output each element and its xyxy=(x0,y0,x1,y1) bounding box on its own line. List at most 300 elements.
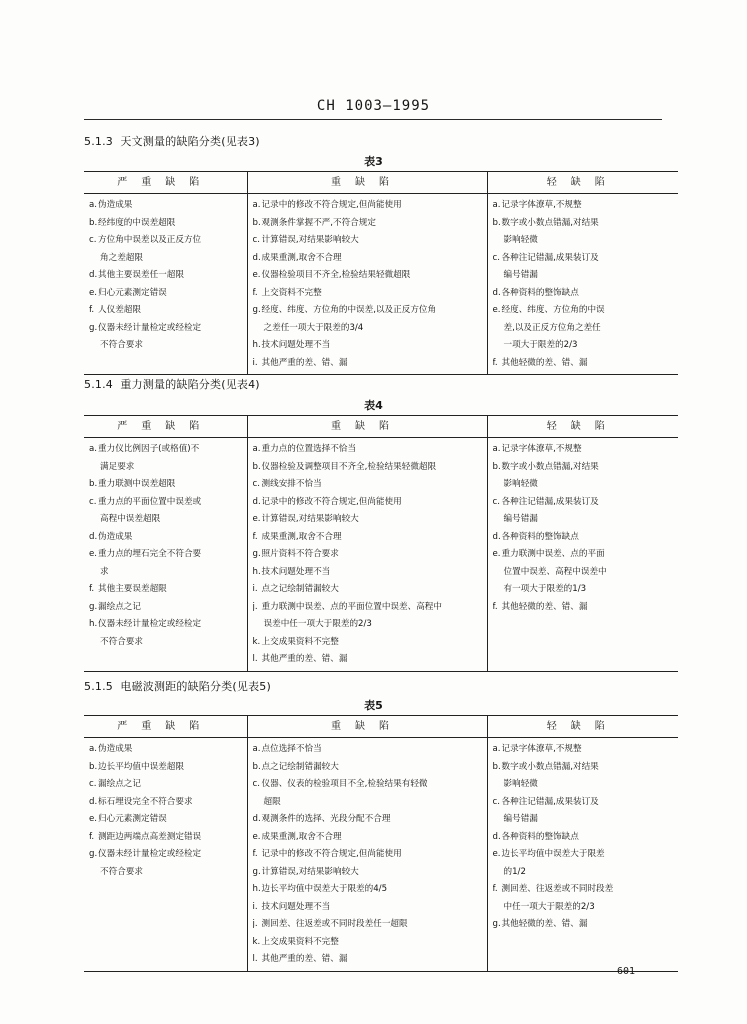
item-text: 计算错误,对结果影响较大 xyxy=(261,235,359,245)
item-label: g. xyxy=(492,919,501,929)
item-text: 重力联测中误差、点的平面位置中误差、高程中 xyxy=(261,601,442,612)
defect-item xyxy=(253,899,483,917)
item-text: 编号错漏 xyxy=(503,270,538,280)
defect-item xyxy=(493,776,675,794)
item-label: b. xyxy=(89,479,98,489)
item-text: 测回差、往返差或不同时段差 xyxy=(501,884,614,894)
item-label: g. xyxy=(252,549,261,559)
item-text: 超限 xyxy=(263,796,281,807)
item-text: 差,以及正反方位角之差任 xyxy=(503,322,601,333)
defect-item xyxy=(253,250,483,268)
item-text: 照片资料不符合要求 xyxy=(261,549,339,559)
defect-item xyxy=(493,285,675,303)
item-label: e. xyxy=(492,849,501,859)
item-label: f. xyxy=(89,305,95,315)
defect-item xyxy=(89,494,243,512)
header-rule xyxy=(84,119,662,120)
item-text: 其他轻微的差、错、漏 xyxy=(501,601,588,612)
item-text: 记录中的修改不符合规定,但尚能使用 xyxy=(261,849,402,859)
table-header-row xyxy=(84,416,678,438)
defect-item xyxy=(493,811,675,829)
item-text: 技术问题处理不当 xyxy=(261,901,331,912)
item-label: h. xyxy=(252,340,261,350)
defect-item xyxy=(253,634,483,652)
defect-item xyxy=(253,616,483,634)
item-label: c. xyxy=(89,496,97,507)
item-label: d. xyxy=(492,531,501,542)
defect-item xyxy=(253,232,483,250)
column-header-minor: 轻缺陷 xyxy=(487,416,678,438)
minor-defects-cell xyxy=(487,438,678,672)
column-header-critical: 严重缺陷 xyxy=(84,172,247,194)
item-text: 各种资料的整饰缺点 xyxy=(501,831,579,842)
table-title: 表5 xyxy=(364,699,383,712)
item-text: 经度、纬度、方位角的中误 xyxy=(501,305,605,315)
item-text: 重力仪比例因子(或格值)不 xyxy=(98,444,200,454)
defect-item xyxy=(253,846,483,864)
item-text: 其他主要误差超限 xyxy=(98,584,167,594)
defect-item xyxy=(493,267,675,285)
item-label: f. xyxy=(252,849,258,859)
defect-item xyxy=(253,320,483,338)
defect-item xyxy=(89,285,243,303)
defect-item xyxy=(493,881,675,899)
item-text: 之差任一项大于限差的3/4 xyxy=(263,322,364,333)
defect-item xyxy=(253,794,483,812)
item-label: a. xyxy=(89,444,97,454)
item-text: 伪造成果 xyxy=(98,744,133,754)
defect-item xyxy=(493,599,675,617)
item-label: d. xyxy=(89,270,98,280)
defect-item xyxy=(493,829,675,847)
item-text: 测回差、往返差或不同时段差任一超限 xyxy=(261,919,408,929)
item-text: 其他严重的差、错、漏 xyxy=(261,357,348,368)
item-text: 上交成果资料不完整 xyxy=(261,636,339,647)
defect-item xyxy=(89,776,243,794)
section-heading xyxy=(84,376,260,392)
item-label: d. xyxy=(492,831,501,842)
item-text: 数字或小数点错漏,对结果 xyxy=(501,461,599,472)
defect-item xyxy=(89,634,243,652)
item-text: 其他主要误差任一超限 xyxy=(98,270,184,280)
item-text: 仪器未经计量检定或经检定 xyxy=(98,619,202,629)
defect-item xyxy=(493,197,675,215)
item-text: 不符合要求 xyxy=(100,636,143,647)
item-label: b. xyxy=(492,461,501,472)
defect-item xyxy=(253,302,483,320)
defect-item xyxy=(253,215,483,233)
item-label: b. xyxy=(89,217,98,228)
defect-item xyxy=(493,899,675,917)
item-label: i. xyxy=(252,357,258,368)
item-text: 记录中的修改不符合规定,但尚能使用 xyxy=(261,200,402,210)
item-text: 仪器未经计量检定或经检定 xyxy=(98,849,202,859)
column-header-major: 重缺陷 xyxy=(247,716,487,738)
major-defects-cell xyxy=(247,194,487,375)
item-label: e. xyxy=(252,514,261,524)
item-label: k. xyxy=(252,636,261,647)
defect-item xyxy=(253,546,483,564)
item-text: 伪造成果 xyxy=(98,531,133,542)
item-label: b. xyxy=(492,761,501,772)
defect-item xyxy=(89,215,243,233)
column-header-critical: 严重缺陷 xyxy=(84,716,247,738)
item-text: 记录字体潦草,不规整 xyxy=(501,444,582,454)
item-label: g. xyxy=(252,305,261,315)
section-title: 重力测量的缺陷分类(见表4) xyxy=(120,378,260,391)
item-text: 计算错误,对结果影响较大 xyxy=(261,866,359,877)
item-text: 满足要求 xyxy=(100,461,135,472)
defect-item xyxy=(253,441,483,459)
item-label: b. xyxy=(89,761,98,772)
item-text: 仪器未经计量检定或经检定 xyxy=(98,322,202,333)
column-header-minor: 轻缺陷 xyxy=(487,172,678,194)
defect-item xyxy=(89,337,243,355)
item-label: e. xyxy=(252,270,261,280)
defect-item xyxy=(89,232,243,250)
item-text: 方位角中误差以及正反方位 xyxy=(98,235,202,245)
section-number: 5.1.5 xyxy=(84,680,113,693)
item-text: 人仪差超限 xyxy=(98,305,141,315)
defect-item xyxy=(493,232,675,250)
item-text: 边长平均值中误差大于限差的4/5 xyxy=(261,884,388,894)
defect-item xyxy=(253,951,483,969)
item-label: c. xyxy=(492,252,500,263)
item-text: 重力点的位置选择不恰当 xyxy=(261,444,357,454)
item-label: f. xyxy=(89,831,95,842)
defect-item xyxy=(253,741,483,759)
defect-item xyxy=(493,215,675,233)
defect-item xyxy=(89,794,243,812)
item-text: 其他严重的差、错、漏 xyxy=(261,654,348,664)
defect-table-gravity xyxy=(84,415,678,672)
item-text: 各种注记错漏,成果装订及 xyxy=(501,252,599,263)
item-text: 仪器检验及调整项目不齐全,检验结果轻微超限 xyxy=(261,461,437,472)
item-label: c. xyxy=(252,235,260,245)
item-text: 记录中的修改不符合规定,但尚能使用 xyxy=(261,496,402,507)
item-text: 仪器检验项目不齐全,检验结果轻微超限 xyxy=(261,270,411,280)
item-text: 编号错漏 xyxy=(503,514,538,524)
defect-item xyxy=(89,441,243,459)
item-text: 各种注记错漏,成果装订及 xyxy=(501,796,599,807)
defect-item xyxy=(253,864,483,882)
defect-item xyxy=(253,759,483,777)
column-header-major: 重缺陷 xyxy=(247,416,487,438)
item-label: i. xyxy=(252,584,258,594)
item-text: 位置中误差、高程中误差中 xyxy=(503,566,607,577)
item-label: f. xyxy=(252,287,258,298)
defect-item xyxy=(89,616,243,634)
item-text: 不符合要求 xyxy=(100,340,143,350)
item-text: 成果重测,取舍不合理 xyxy=(261,831,342,842)
table-header-row xyxy=(84,172,678,194)
defect-item xyxy=(493,302,675,320)
item-label: g. xyxy=(89,322,98,333)
defect-item xyxy=(493,741,675,759)
defect-item xyxy=(493,916,675,934)
item-label: c. xyxy=(492,796,500,807)
section-number: 5.1.3 xyxy=(84,135,113,148)
defect-item xyxy=(253,881,483,899)
major-defects-cell xyxy=(247,438,487,672)
defect-item xyxy=(493,864,675,882)
minor-defects-cell xyxy=(487,194,678,375)
column-header-minor: 轻缺陷 xyxy=(487,716,678,738)
defect-item xyxy=(493,794,675,812)
item-label: e. xyxy=(492,305,501,315)
table-body-row xyxy=(84,738,678,972)
item-text: 重力点的平面位置中误差或 xyxy=(98,496,202,507)
item-label: c. xyxy=(89,235,97,245)
item-label: b. xyxy=(492,217,501,228)
item-label: b. xyxy=(252,761,261,772)
item-text: 计算错误,对结果影响较大 xyxy=(261,514,359,524)
item-label: a. xyxy=(492,444,501,454)
defect-item xyxy=(493,529,675,547)
item-text: 高程中误差超限 xyxy=(100,514,161,524)
section-heading xyxy=(84,133,260,149)
major-defects-cell xyxy=(247,738,487,972)
defect-item xyxy=(253,197,483,215)
item-label: d. xyxy=(252,814,261,824)
table-body-row xyxy=(84,438,678,672)
item-text: 观测条件的选择、光段分配不合理 xyxy=(261,814,391,824)
item-label: g. xyxy=(89,849,98,859)
defect-item xyxy=(89,529,243,547)
item-text: 测距边两端点高差测定错误 xyxy=(98,831,202,842)
item-text: 各种资料的整饰缺点 xyxy=(501,531,579,542)
item-text: 编号错漏 xyxy=(503,814,538,824)
item-text: 数字或小数点错漏,对结果 xyxy=(501,761,599,772)
item-label: e. xyxy=(89,549,98,559)
defect-item xyxy=(89,197,243,215)
defect-item xyxy=(89,476,243,494)
defect-item xyxy=(493,511,675,529)
defect-item xyxy=(253,934,483,952)
defect-item xyxy=(253,476,483,494)
defect-item xyxy=(493,320,675,338)
item-text: 经度、纬度、方位角的中误差,以及正反方位角 xyxy=(261,305,437,315)
defect-item xyxy=(89,581,243,599)
defect-item xyxy=(253,267,483,285)
defect-item xyxy=(89,864,243,882)
item-label: e. xyxy=(89,814,98,824)
defect-table-edm xyxy=(84,715,678,972)
item-text: 数字或小数点错漏,对结果 xyxy=(501,217,599,228)
item-label: c. xyxy=(492,496,500,507)
defect-item xyxy=(493,846,675,864)
item-text: 测线安排不恰当 xyxy=(261,479,322,489)
item-text: 伪造成果 xyxy=(98,200,133,210)
defect-item xyxy=(493,476,675,494)
defect-item xyxy=(253,811,483,829)
standard-code: CH 1003—1995 xyxy=(316,98,431,114)
item-text: 重力联测中误差超限 xyxy=(98,479,176,489)
defect-item xyxy=(253,916,483,934)
item-text: 归心元素测定错误 xyxy=(98,287,167,298)
item-text: 影响轻微 xyxy=(503,779,538,789)
item-label: g. xyxy=(252,866,261,877)
defect-item xyxy=(253,459,483,477)
item-label: d. xyxy=(252,496,261,507)
item-text: 各种资料的整饰缺点 xyxy=(501,287,579,298)
item-text: 记录字体潦草,不规整 xyxy=(501,744,582,754)
item-text: 其他轻微的差、错、漏 xyxy=(501,357,588,368)
item-label: i. xyxy=(252,901,258,912)
defect-item xyxy=(493,355,675,373)
item-label: a. xyxy=(492,744,501,754)
item-label: d. xyxy=(492,287,501,298)
item-text: 的1/2 xyxy=(503,866,526,877)
item-text: 重力联测中误差、点的平面 xyxy=(501,549,605,559)
item-text: 求 xyxy=(100,566,109,577)
defect-item xyxy=(493,441,675,459)
item-label: e. xyxy=(252,831,261,842)
page-number: 601 xyxy=(617,966,636,977)
defect-item xyxy=(253,829,483,847)
defect-item xyxy=(493,546,675,564)
item-label: h. xyxy=(89,619,98,629)
item-text: 点之记绘制错漏较大 xyxy=(261,584,339,594)
defect-item xyxy=(89,846,243,864)
item-label: d. xyxy=(89,796,98,807)
item-label: a. xyxy=(89,200,97,210)
defect-item xyxy=(493,250,675,268)
defect-item xyxy=(253,285,483,303)
item-text: 重力点的埋石完全不符合要 xyxy=(98,549,202,559)
section-heading xyxy=(84,678,271,694)
defect-item xyxy=(253,355,483,373)
critical-defects-cell xyxy=(84,194,247,375)
item-text: 上交资料不完整 xyxy=(261,287,322,298)
item-label: h. xyxy=(252,884,261,894)
item-text: 成果重测,取舍不合理 xyxy=(261,252,342,263)
item-label: k. xyxy=(252,936,261,947)
defect-item xyxy=(493,759,675,777)
item-text: 影响轻微 xyxy=(503,479,538,489)
table-body-row xyxy=(84,194,678,375)
defect-item xyxy=(89,829,243,847)
item-text: 误差中任一项大于限差的2/3 xyxy=(263,619,372,629)
defect-item xyxy=(253,511,483,529)
item-text: 记录字体潦草,不规整 xyxy=(501,200,582,210)
defect-item xyxy=(253,564,483,582)
item-text: 技术问题处理不当 xyxy=(261,340,331,350)
item-label: c. xyxy=(89,779,97,789)
item-text: 漏绘点之记 xyxy=(98,779,141,789)
item-text: 上交成果资料不完整 xyxy=(261,936,339,947)
item-label: h. xyxy=(252,566,261,577)
defect-item xyxy=(253,651,483,669)
section-title: 天文测量的缺陷分类(见表3) xyxy=(120,135,260,148)
item-text: 各种注记错漏,成果装订及 xyxy=(501,496,599,507)
table-title: 表3 xyxy=(364,155,383,168)
item-label: j. xyxy=(252,919,258,929)
table-title: 表4 xyxy=(364,399,383,412)
critical-defects-cell xyxy=(84,738,247,972)
item-label: a. xyxy=(492,200,501,210)
item-label: l. xyxy=(252,954,258,964)
defect-item xyxy=(89,511,243,529)
item-label: a. xyxy=(252,200,261,210)
item-text: 归心元素测定错误 xyxy=(98,814,167,824)
item-label: d. xyxy=(89,531,98,542)
item-label: b. xyxy=(252,217,261,228)
item-text: 其他严重的差、错、漏 xyxy=(261,954,348,964)
defect-item xyxy=(89,546,243,564)
item-text: 标石埋设完全不符合要求 xyxy=(98,796,193,807)
defect-item xyxy=(89,320,243,338)
item-text: 边长平均值中误差超限 xyxy=(98,761,184,772)
item-text: 漏绘点之记 xyxy=(98,601,141,612)
table-header-row xyxy=(84,716,678,738)
item-label: a. xyxy=(252,744,261,754)
defect-item xyxy=(493,494,675,512)
item-label: d. xyxy=(252,252,261,263)
item-text: 一项大于限差的2/3 xyxy=(503,340,578,350)
item-text: 影响轻微 xyxy=(503,235,538,245)
item-label: a. xyxy=(89,744,97,754)
item-text: 中任一项大于限差的2/3 xyxy=(503,901,595,912)
section-title: 电磁波测距的缺陷分类(见表5) xyxy=(120,680,271,693)
item-label: g. xyxy=(89,601,98,612)
item-label: a. xyxy=(252,444,261,454)
item-label: c. xyxy=(252,479,260,489)
critical-defects-cell xyxy=(84,438,247,672)
item-label: e. xyxy=(492,549,501,559)
defect-item xyxy=(89,459,243,477)
item-label: f. xyxy=(89,584,95,594)
item-label: b. xyxy=(252,461,261,472)
section-number: 5.1.4 xyxy=(84,378,113,391)
defect-item xyxy=(89,250,243,268)
column-header-major: 重缺陷 xyxy=(247,172,487,194)
item-label: f. xyxy=(252,531,258,542)
defect-item xyxy=(253,494,483,512)
item-text: 角之差超限 xyxy=(100,252,143,263)
defect-item xyxy=(89,741,243,759)
item-text: 仪器、仪表的检验项目不全,检验结果有轻微 xyxy=(261,779,428,789)
item-text: 成果重测,取舍不合理 xyxy=(261,531,342,542)
item-label: f. xyxy=(492,357,498,368)
item-text: 经纬度的中误差超限 xyxy=(98,217,176,228)
item-text: 有一项大于限差的1/3 xyxy=(503,584,587,594)
item-text: 技术问题处理不当 xyxy=(261,566,331,577)
defect-item xyxy=(493,581,675,599)
item-label: j. xyxy=(252,601,258,612)
minor-defects-cell xyxy=(487,738,678,972)
column-header-critical: 严重缺陷 xyxy=(84,416,247,438)
item-label: f. xyxy=(492,884,498,894)
defect-item xyxy=(253,581,483,599)
defect-item xyxy=(89,267,243,285)
defect-item xyxy=(89,811,243,829)
defect-item xyxy=(253,337,483,355)
item-label: f. xyxy=(492,601,498,612)
item-text: 不符合要求 xyxy=(100,866,143,877)
defect-item xyxy=(253,529,483,547)
defect-item xyxy=(493,564,675,582)
defect-item xyxy=(253,776,483,794)
defect-item xyxy=(89,302,243,320)
item-text: 其他轻微的差、错、漏 xyxy=(501,919,588,929)
defect-table-astronomic xyxy=(84,171,678,375)
item-text: 观测条件掌握不严,不符合规定 xyxy=(261,217,376,228)
defect-item xyxy=(493,337,675,355)
item-label: c. xyxy=(252,779,260,789)
item-label: l. xyxy=(252,654,258,664)
item-text: 点位选择不恰当 xyxy=(261,744,322,754)
